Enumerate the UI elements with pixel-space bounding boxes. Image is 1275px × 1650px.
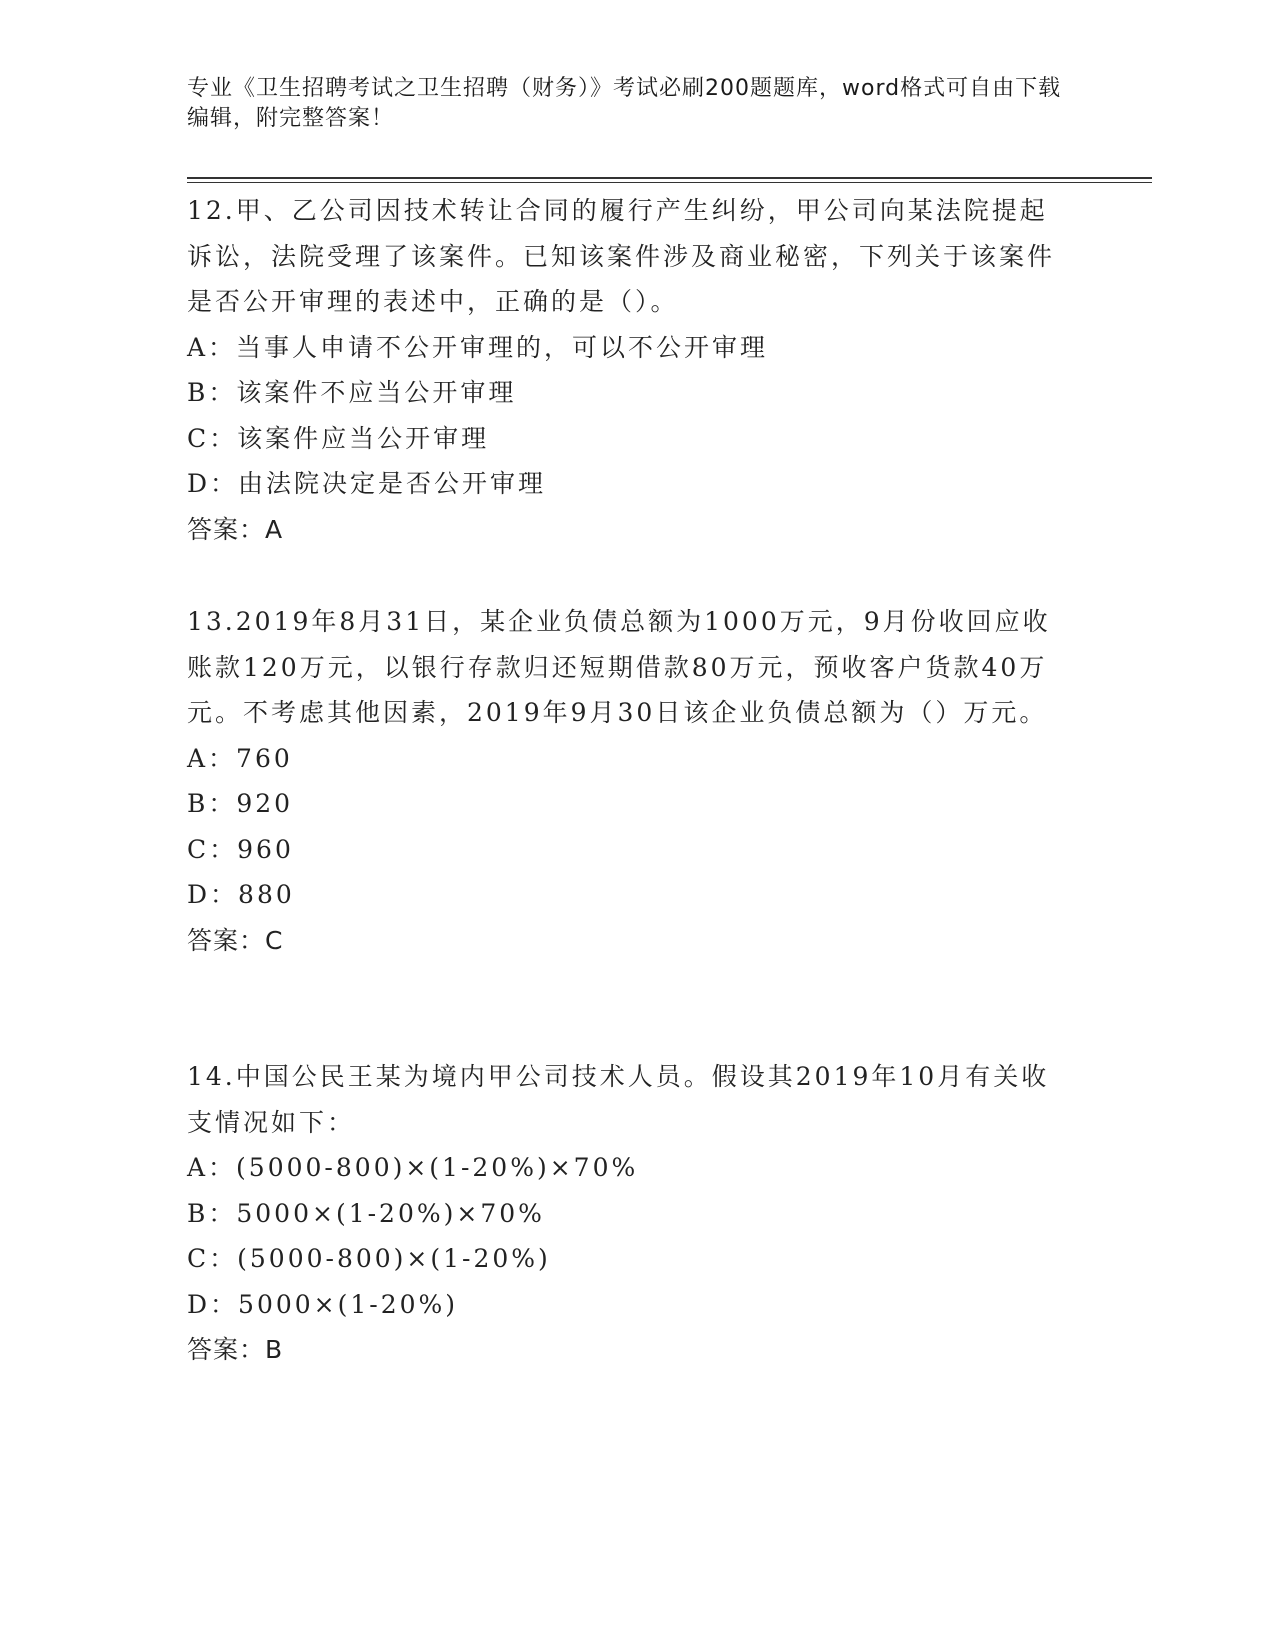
option-b: B：该案件不应当公开审理	[187, 378, 517, 407]
option-d: D：由法院决定是否公开审理	[187, 469, 547, 498]
option-b: B：920	[187, 789, 294, 818]
question-13	[187, 599, 1067, 963]
option-d: D：880	[187, 880, 295, 909]
option-c: C：(5000-800)×(1-20%)	[187, 1244, 551, 1273]
answer-line: 答案：A	[187, 514, 284, 544]
option-c: C：该案件应当公开审理	[187, 423, 490, 453]
header-divider-thin	[187, 182, 1152, 183]
document-header: 专业《卫生招聘考试之卫生招聘（财务）》考试必刷200题题库，word格式可自由下载编辑，附完整答案！	[187, 76, 1062, 131]
question-stem: 13.2019年8月31日，某企业负债总额为1000万元，9月份收回应收账款120万元，以银行存款归还短期借款80万元，预收客户货款40万元。不考虑其他因素，2019年9月30日该企业负债总额为（）万元。	[187, 607, 1051, 727]
option-a: A：当事人申请不公开审理的，可以不公开审理	[187, 332, 769, 362]
answer-line: 答案：B	[187, 1335, 284, 1364]
question-14	[187, 1054, 1067, 1373]
question-12	[187, 188, 1067, 552]
option-d: D：5000×(1-20%)	[187, 1289, 459, 1319]
option-a: A：(5000-800)×(1-20%)×70%	[187, 1153, 639, 1182]
answer-line: 答案：C	[187, 925, 284, 955]
question-stem: 14.中国公民王某为境内甲公司技术人员。假设其2019年10月有关收支情况如下：	[187, 1062, 1050, 1137]
header-divider-thick	[187, 177, 1152, 179]
option-b: B：5000×(1-20%)×70%	[187, 1198, 545, 1228]
question-stem: 12.甲、乙公司因技术转让合同的履行产生纠纷，甲公司向某法院提起诉讼，法院受理了该案件。已知该案件涉及商业秘密，下列关于该案件是否公开审理的表述中，正确的是（）。	[187, 196, 1056, 316]
option-c: C：960	[187, 834, 294, 864]
option-a: A：760	[187, 743, 293, 773]
